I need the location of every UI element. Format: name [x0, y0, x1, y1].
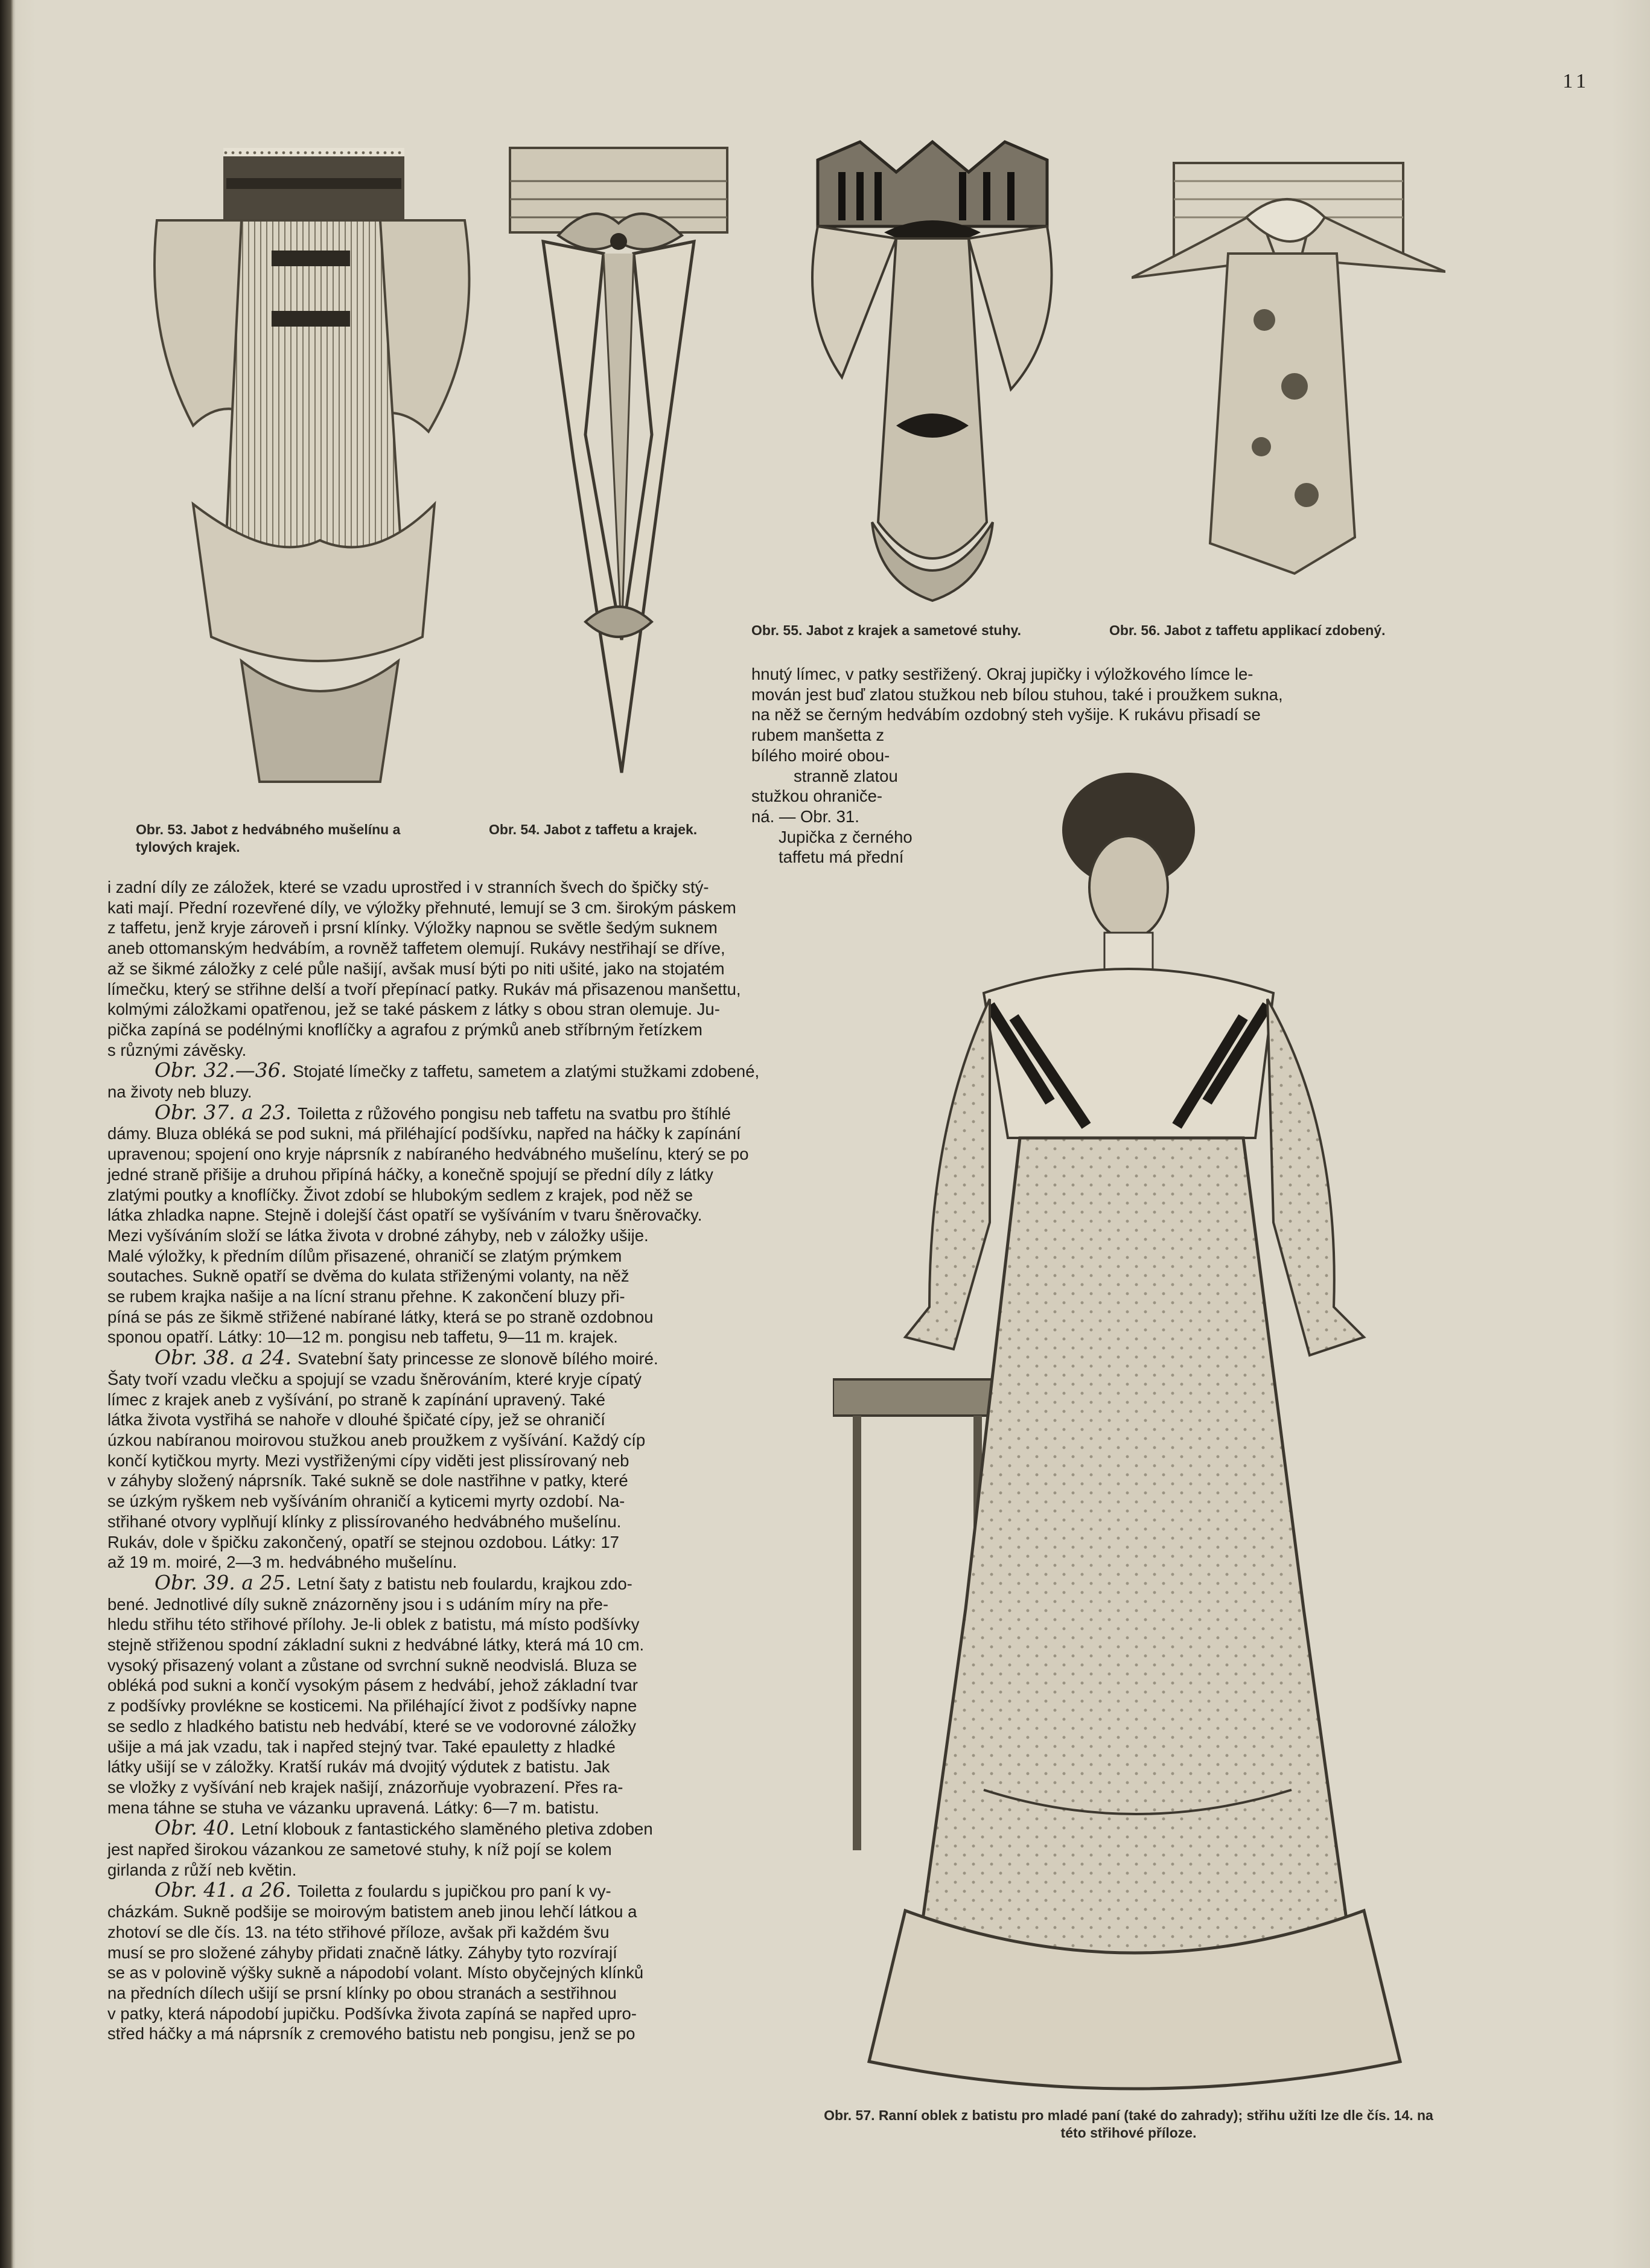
text-line: límečku, který se střihne delší a tvoří přepínací patky. Rukáv má přisazenou manšettu,: [107, 979, 741, 998]
text-line: hledu střihu této střihové přílohy. Je-li oblek z batistu, má místo podšívky: [107, 1615, 640, 1634]
text-line: bílého moiré obou-: [751, 746, 890, 765]
text-line: límec z krajek aneb z vyšívání, po straně k zapínání upravený. Také: [107, 1390, 605, 1409]
text-line: píná se pás ze šikmě střižené nabírané látky, která se po straně ozdobnou: [107, 1307, 654, 1326]
paragraph-obr-38: Obr. 38. a 24. Svatební šaty princesse ze slonově bílého moiré.: [154, 1346, 658, 1370]
text-line: Šaty tvoří vzadu vlečku a spojují se vzadu šněrováním, které kryje cípatý: [107, 1369, 642, 1388]
text-line: s různými závěsky.: [107, 1040, 247, 1059]
text-line: zhotoví se dle čís. 13. na této střihové příloze, avšak při každém švu: [107, 1922, 610, 1941]
figure-53-jabot-illustration: [121, 142, 501, 785]
text-line: se vložky z vyšívání neb krajek našijí, znázorňuje vyobrazení. Přes ra-: [107, 1777, 623, 1797]
text-line: se úzkým ryškem neb vyšíváním ohraničí a kyticemi myrty ozdobí. Na-: [107, 1492, 625, 1511]
text-line: stejně střiženou spodní základní sukni z hedvábné látky, která má 10 cm.: [107, 1635, 645, 1655]
text-line: střed háčky a má náprsník z cremového batistu neb pongisu, jenž se po: [107, 2024, 635, 2043]
caption-figure-53: Obr. 53. Jabot z hedvábného mušelínu a tylových krajek.: [136, 822, 401, 855]
figure-reference: Obr. 40.: [154, 1816, 235, 1840]
text-line: na předních dílech ušijí se prsní klínky po obou stranách a sestřihnou: [107, 1983, 617, 2002]
paragraph-obr-41: Obr. 41. a 26. Toiletta z foulardu s jupičkou pro paní k vy-: [154, 1878, 611, 1902]
text-line: pička zapíná se podélnými knoflíčky a agrafou z prýmků aneb stříbrným řetízkem: [107, 1020, 702, 1039]
text-line: zlatými poutky a knoflíčky. Život zdobí se hlubokým sedlem z krajek, pod něž se: [107, 1185, 693, 1204]
text-line: až se šikmé záložky z celé půle našijí, avšak musí býti po niti ušité, jako na stojatém: [107, 959, 725, 978]
figure-reference: Obr. 32.—36.: [154, 1058, 287, 1082]
text-line: soutaches. Sukně opatří se dvěma do kulata střiženými volanty, na něž: [107, 1267, 629, 1286]
text-line: ná. — Obr. 31.: [751, 807, 859, 826]
paragraph-obr-37: Obr. 37. a 23. Toiletta z růžového pongisu neb taffetu na svatbu pro štíhlé: [154, 1100, 731, 1124]
text-line: rubem manšetta z: [751, 726, 885, 745]
text-line: Jupička z černého: [779, 827, 913, 846]
figure-56-jabot-illustration: [1132, 157, 1445, 580]
figure-54-jabot-illustration: [501, 145, 736, 785]
text-line: kati mají. Přední rozevřené díly, ve výložky přehnuté, lemují se 3 cm. širokým páskem: [107, 898, 736, 917]
figure-57-dress-illustration: [833, 764, 1436, 2104]
text-line: se as v polovině výšky sukně a nápodobí volant. Místo obyčejných klínků: [107, 1963, 644, 1982]
text-line: látka zhladka napne. Stejně i dolejší část opatří se vyšíváním v tvaru šněrovačky.: [107, 1206, 702, 1225]
paragraph-obr-39: Obr. 39. a 25. Letní šaty z batistu neb foulardu, krajkou zdo-: [154, 1570, 632, 1594]
text-line: hnutý límec, v patky sestřižený. Okraj jupičky i výložkového límce le-: [751, 665, 1253, 683]
text-line: obléká pod sukni a končí vysokým pásem z hedvábí, jehož základní tvar: [107, 1676, 638, 1695]
figure-reference: Obr. 41. a 26.: [154, 1878, 291, 1902]
figure-reference: Obr. 39. a 25.: [154, 1570, 291, 1594]
page-number: 11: [1562, 70, 1590, 92]
text-line: střihané otvory vyplňují klínky z plissírovaného hedvábného mušelínu.: [107, 1512, 622, 1531]
figure-reference: Obr. 37. a 23.: [154, 1100, 291, 1124]
text-line: jest napřed širokou vázankou ze sametové stuhy, k níž pojí se kolem: [107, 1840, 612, 1859]
text-line: mován jest buď zlatou stužkou neb bílou stuhou, také i proužkem sukna,: [751, 685, 1283, 704]
paragraph-obr-32: Obr. 32.—36. Stojaté límečky z taffetu, sametem a zlatými stužkami zdobené,: [154, 1058, 760, 1082]
caption-figure-57: Obr. 57. Ranní oblek z batistu pro mladé paní (také do zahrady); střihu užíti lze dle čís. 14. na této střihové příloze.: [824, 2107, 1433, 2141]
text-line: v patky, která nápodobí jupičku. Podšívka života zapíná se napřed upro-: [107, 2004, 637, 2023]
caption-figure-56: Obr. 56. Jabot z taffetu applikací zdobený.: [1109, 622, 1386, 638]
text-line: se rubem krajka našije a na lícní stranu přehne. K zakončení bluzy při-: [107, 1287, 625, 1306]
paragraph-obr-40: Obr. 40. Letní klobouk z fantastického slaměného pletiva zdoben: [154, 1816, 653, 1840]
text-line: látka života vystřihá se nahoře v dlouhé špičaté cípy, jež se ohraničí: [107, 1410, 605, 1429]
text-line: z taffetu, jenž kryje zároveň i prsní klínky. Výložky napnou se světle šedým suknem: [107, 918, 718, 938]
text-line: na něž se černým hedvábím ozdobný steh vyšije. K rukávu přisadí se: [751, 705, 1261, 724]
text-line: musí se pro složené záhyby přidati značně látky. Záhyby tyto rozvírají: [107, 1943, 617, 1962]
figure-reference: Obr. 38. a 24.: [154, 1346, 291, 1370]
text-line: stranně zlatou: [794, 766, 898, 785]
text-line: bené. Jednotlivé díly sukně znázorněny jsou i s udáním míry na pře-: [107, 1594, 609, 1614]
text-line: sponou opatří. Látky: 10—12 m. pongisu neb taffetu, 9—11 m. krajek.: [107, 1327, 618, 1347]
text-line: girlanda z růží neb květin.: [107, 1860, 297, 1879]
text-line: cházkám. Sukně podšije se moirovým batistem aneb jinou lehčí látkou a: [107, 1902, 637, 1921]
text-line: dámy. Bluza obléká se pod sukni, má přiléhající podšívku, napřed na háčky k zapínání: [107, 1124, 741, 1143]
right-column-text: [751, 664, 1433, 867]
text-line: Rukáv, dole v špičku zakončený, opatří se stejnou ozdobou. Látky: 17: [107, 1532, 619, 1551]
text-line: z podšívky provlékne se kosticemi. Na přiléhající život z podšívky napne: [107, 1696, 637, 1716]
text-line: vysoký přisazený volant a zůstane od svrchní sukně neodvislá. Bluza se: [107, 1655, 637, 1675]
text-line: i zadní díly ze záložek, které se vzadu uprostřed i v stranních švech do špičky stý-: [107, 878, 709, 896]
text-line: kolmými záložkami opatřenou, jež se také páskem z látky s obou stran olemuje. Ju-: [107, 1000, 720, 1019]
text-line: v záhyby složený náprsník. Také sukně se dole nastřihne v patky, které: [107, 1471, 628, 1490]
text-line: Mezi vyšíváním složí se látka života v drobné záhyby, neb v záložky ušije.: [107, 1225, 649, 1245]
text-line: na životy neb bluzy.: [107, 1082, 252, 1102]
text-line: jedné straně přišije a druhou připíná háčky, a konečně spojují se přední díly z látky: [107, 1164, 713, 1184]
text-line: mena táhne se stuha ve vázanku upravená. Látky: 6—7 m. batistu.: [107, 1798, 599, 1817]
left-column-text: [107, 877, 789, 2044]
caption-figure-55: Obr. 55. Jabot z krajek a sametové stuhy.: [751, 622, 1021, 638]
text-line: končí kytičkou myrty. Mezi vystřiženými cípy viděti jest plissírovaný neb: [107, 1451, 629, 1470]
text-line: Malé výložky, k předním dílům přisazené, ohraničí se zlatým prýmkem: [107, 1246, 622, 1265]
figure-55-jabot-illustration: [806, 136, 1059, 607]
text-line: úzkou nabíranou moirovou stužkou aneb proužkem z vyšívání. Každý cíp: [107, 1430, 646, 1449]
text-line: stužkou ohraniče-: [751, 787, 883, 806]
text-line: až 19 m. moiré, 2—3 m. hedvábného mušelínu.: [107, 1553, 457, 1572]
text-line: se sedlo z hladkého batistu neb hedvábí, které se ve vodorovné záložky: [107, 1716, 636, 1736]
book-spine-shadow: [0, 0, 13, 2268]
text-line: ušije a má jak vzadu, tak i napřed stejný tvar. Také epauletty z hladké: [107, 1737, 616, 1756]
text-line: upravenou; spojení ono kryje náprsník z nabíraného hedvábného mušelínu, který se po: [107, 1145, 749, 1164]
text-line: látky ušijí se v záložky. Kratší rukáv má dvojitý výdutek z batistu. Jak: [107, 1757, 610, 1777]
text-line: taffetu má přední: [779, 848, 904, 867]
text-line: aneb ottomanským hedvábím, a rovněž taffetem olemují. Rukávy nestřihají se dříve,: [107, 939, 725, 958]
caption-figure-54: Obr. 54. Jabot z taffetu a krajek.: [489, 822, 698, 837]
